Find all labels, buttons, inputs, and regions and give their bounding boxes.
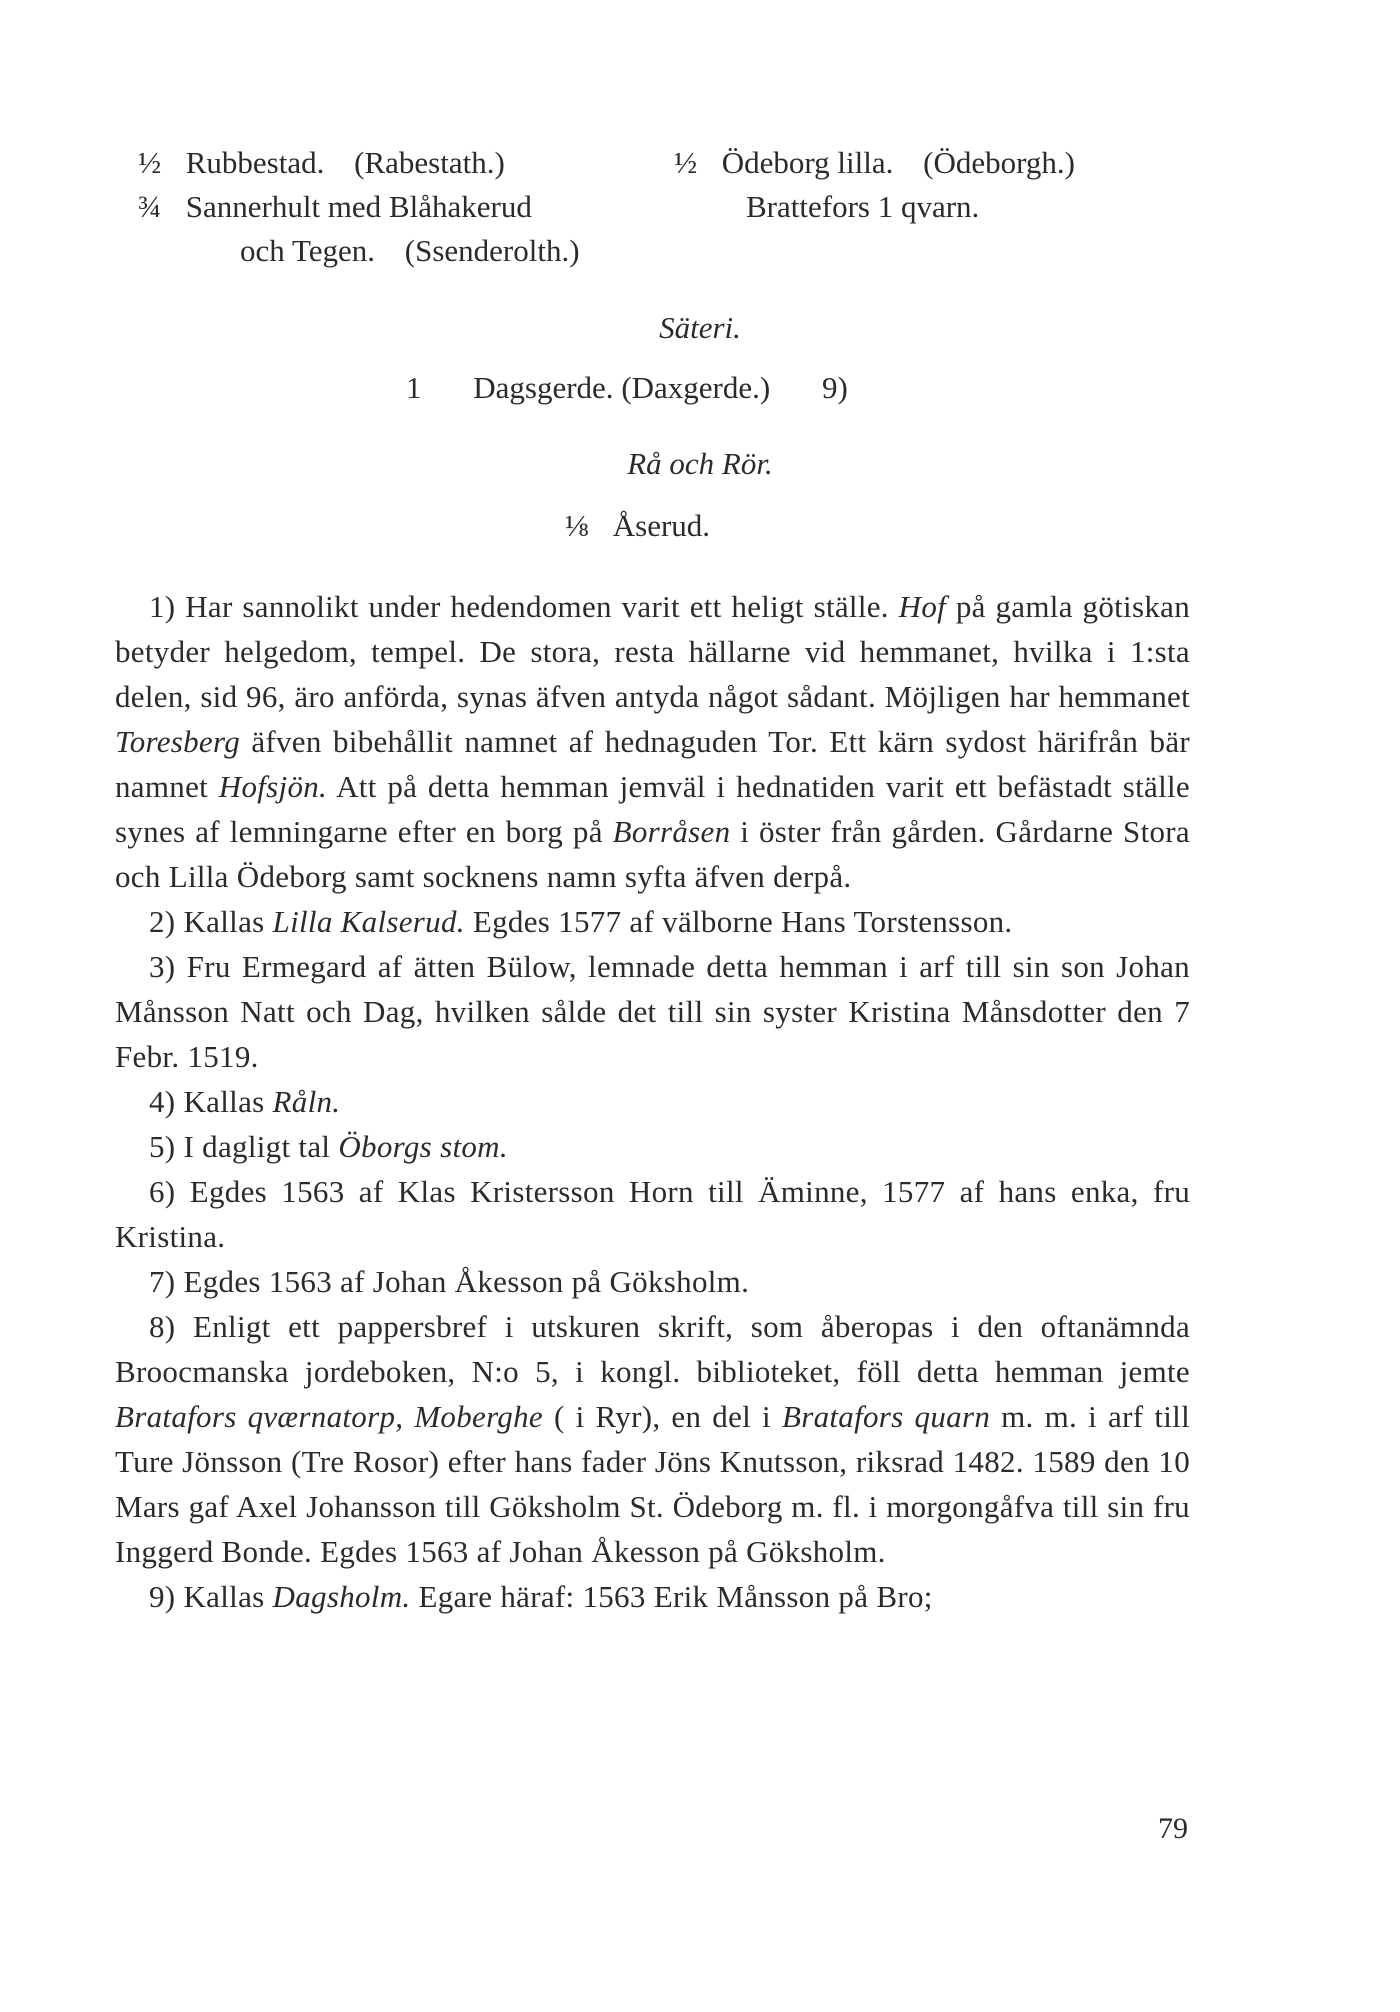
footnote-8 — [115, 1304, 1190, 1574]
footnote-text: Enligt ett pappersbref i utskuren skrift, som åberopas i den oftanämnda Broocmanska jordeboken, N:o 5, i kongl. biblioteket, föll detta hemman jemte — [115, 1309, 1190, 1389]
footnote-text: på gamla götiskan betyder helgedom, tempel. De stora, resta hällarne vid hemmanet, hvilka i 1:sta delen, sid 96, äro anförda, synas äfven antyda något sådant. Möjligen har hemmanet — [115, 589, 1190, 714]
farm-name: och Tegen. — [240, 233, 375, 268]
section-heading-ra-och-ror: Rå och Rör. — [627, 446, 773, 481]
footnote-number: 3) — [149, 949, 176, 984]
footnote-italic: Bratafors quarn — [781, 1399, 991, 1434]
footnote-italic: Hof — [898, 589, 947, 624]
footnote-text: Har sannolikt under hedendomen varit ett heligt ställe. — [185, 589, 899, 624]
footnote-number: 7) — [149, 1264, 176, 1299]
farm-entry-sannerhult — [138, 189, 532, 225]
footnote-text: Att på detta hemman jemväl i hednatiden varit ett befästadt ställe synes af lemningarne efter en borg på — [115, 769, 1190, 849]
footnote-text: ( i Ryr), en del i — [542, 1399, 782, 1434]
footnote-italic: Borråsen — [612, 814, 731, 849]
share-fraction: ½ — [674, 145, 698, 180]
footnote-text: I dagligt tal — [183, 1129, 339, 1164]
footnote-italic: Hofsjön. — [218, 769, 328, 804]
farm-name: Ödeborg lilla. — [721, 145, 894, 180]
footnote-italic: Dagsholm. — [272, 1579, 411, 1614]
footnote-italic: Toresberg — [115, 724, 241, 759]
footnote-number: 5) — [149, 1129, 176, 1164]
footnote-number: 9) — [149, 1579, 176, 1614]
footnote-text: äfven bibehållit namnet af hednaguden Tor. Ett kärn sydost härifrån bär namnet — [115, 724, 1190, 804]
footnote-text: Egdes 1563 af Johan Åkesson på Göksholm. — [183, 1264, 750, 1299]
footnotes — [115, 584, 1190, 1619]
footnote-3 — [115, 944, 1190, 1079]
share-fraction: ⅛ — [565, 508, 589, 543]
footnote-text: Egare häraf: 1563 Erik Månsson på Bro; — [410, 1579, 933, 1614]
share-fraction: ¾ — [138, 189, 162, 224]
footnote-text: Egdes 1577 af välborne Hans Torstensson. — [464, 904, 1013, 939]
farm-old-name: (Ssenderolth.) — [404, 233, 580, 268]
footnote-text: Kallas — [183, 1084, 273, 1119]
footnote-number: 1) — [149, 589, 176, 624]
share-fraction: ½ — [138, 145, 162, 180]
footnote-7 — [115, 1259, 1190, 1304]
footnote-italic: Bratafors qværnatorp, Moberghe — [115, 1399, 543, 1434]
footnote-italic: Råln. — [272, 1084, 341, 1119]
footnote-text: i öster från gården. Gårdarne Stora och Lilla Ödeborg samt socknens namn syfta äfven derpå. — [115, 814, 1190, 894]
footnote-text: Fru Ermegard af ätten Bülow, lemnade detta hemman i arf till sin son Johan Månsson Natt och Dag, hvilken sålde det till sin syster Kristina Månsdotter den 7 Febr. 1519. — [115, 949, 1190, 1074]
farm-entry-dagsgerde — [406, 370, 848, 406]
section-heading-sateri: Säteri. — [659, 310, 741, 345]
farm-entry-brattefors — [746, 189, 979, 225]
farm-old-name: (Rabestath.) — [354, 145, 505, 180]
footnote-number: 4) — [149, 1084, 176, 1119]
footnote-ref: 9) — [821, 370, 848, 405]
farm-entry-tegen — [240, 233, 580, 269]
footnote-5 — [115, 1124, 1190, 1169]
page-number: 79 — [1158, 1812, 1188, 1845]
footnote-1 — [115, 584, 1190, 899]
farm-entry-aserud — [565, 508, 710, 544]
footnote-number: 8) — [149, 1309, 176, 1344]
footnote-6 — [115, 1169, 1190, 1259]
footnote-italic: Lilla Kalserud. — [272, 904, 465, 939]
footnote-italic: Öborgs stom. — [338, 1129, 508, 1164]
farm-old-name: (Daxgerde.) — [621, 370, 771, 405]
farm-entry-rubbestad — [138, 145, 505, 181]
farm-entry-odeborg-lilla — [674, 145, 1075, 181]
footnote-number: 2) — [149, 904, 176, 939]
share-number: 1 — [406, 370, 422, 405]
footnote-text: Egdes 1563 af Klas Kristersson Horn till Äminne, 1577 af hans enka, fru Kristina. — [115, 1174, 1191, 1254]
farm-name: Rubbestad. — [185, 145, 325, 180]
footnote-text: m. m. i arf till Ture Jönsson (Tre Rosor) efter hans fader Jöns Knutsson, riksrad 1482. 1589 den 10 Mars gaf Axel Johansson till Göksholm St. Ödeborg m. fl. i morgongåfva till sin fru Inggerd Bonde. Egdes 1563 af Johan Åkesson på Göksholm. — [115, 1399, 1190, 1569]
farm-old-name: (Ödeborgh.) — [923, 145, 1075, 180]
footnote-text: Kallas — [183, 904, 273, 939]
footnote-4 — [115, 1079, 1190, 1124]
footnote-text: Kallas — [183, 1579, 273, 1614]
footnote-2 — [115, 899, 1190, 944]
footnote-9 — [115, 1574, 1190, 1619]
farm-name: Dagsgerde. — [473, 370, 614, 405]
farm-name: Åserud. — [612, 508, 711, 543]
farm-name: Brattefors 1 qvarn. — [746, 189, 980, 224]
footnote-number: 6) — [149, 1174, 176, 1209]
farm-name: Sannerhult med Blåhakerud — [185, 189, 532, 224]
